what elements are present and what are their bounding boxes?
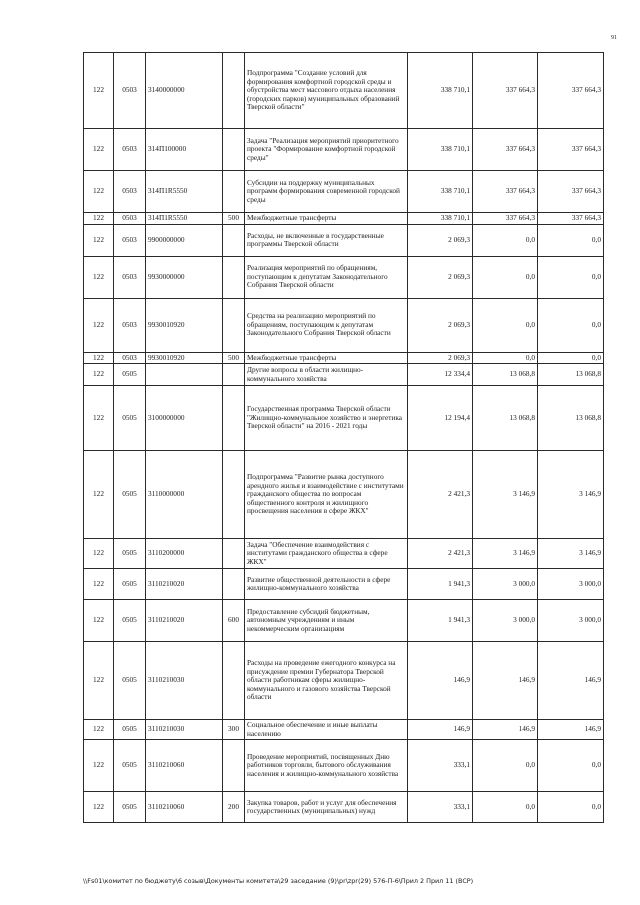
target-article-cell: 3140000000 — [146, 53, 223, 129]
section-code-cell: 0503 — [114, 213, 146, 225]
table-row — [84, 720, 604, 740]
section-code-cell: 0505 — [114, 386, 146, 451]
table-row — [84, 600, 604, 642]
amount-year2-cell: 0,0 — [473, 352, 538, 364]
amount-year1-cell: 2 069,3 — [408, 224, 473, 256]
amount-year2-cell: 337 664,3 — [473, 171, 538, 213]
expense-type-cell — [223, 129, 245, 171]
expense-type-cell: 200 — [223, 792, 245, 823]
amount-year3-cell: 3 000,0 — [538, 569, 604, 600]
target-article-cell: 3110200000 — [146, 539, 223, 569]
expense-type-cell — [223, 642, 245, 720]
amount-year3-cell: 0,0 — [538, 224, 604, 256]
target-article-cell: 314П1R5550 — [146, 171, 223, 213]
description-cell: Задача "Реализация мероприятий приоритетного проекта "Формирование комфортной городской среды" — [245, 129, 408, 171]
section-code-cell: 0505 — [114, 364, 146, 386]
admin-code-cell: 122 — [84, 792, 114, 823]
amount-year3-cell: 13 068,8 — [538, 364, 604, 386]
amount-year2-cell: 3 146,9 — [473, 451, 538, 539]
amount-year2-cell: 13 068,8 — [473, 364, 538, 386]
section-code-cell: 0503 — [114, 298, 146, 352]
expense-type-cell — [223, 386, 245, 451]
amount-year3-cell: 3 000,0 — [538, 600, 604, 642]
amount-year2-cell: 146,9 — [473, 720, 538, 740]
page-number: 91 — [611, 35, 617, 41]
amount-year3-cell: 0,0 — [538, 740, 604, 792]
description-cell: Межбюджетные трансферты — [245, 213, 408, 225]
amount-year2-cell: 0,0 — [473, 224, 538, 256]
budget-table — [83, 52, 604, 823]
admin-code-cell: 122 — [84, 740, 114, 792]
admin-code-cell: 122 — [84, 600, 114, 642]
target-article-cell: 3110210060 — [146, 792, 223, 823]
section-code-cell: 0505 — [114, 600, 146, 642]
table-row — [84, 539, 604, 569]
target-article-cell: 9900000000 — [146, 224, 223, 256]
description-cell: Закупка товаров, работ и услуг для обеспечения государственных (муниципальных) нужд — [245, 792, 408, 823]
amount-year1-cell: 333,1 — [408, 792, 473, 823]
amount-year1-cell: 338 710,1 — [408, 171, 473, 213]
section-code-cell: 0503 — [114, 129, 146, 171]
amount-year1-cell: 146,9 — [408, 642, 473, 720]
amount-year2-cell: 0,0 — [473, 792, 538, 823]
description-cell: Развитие общественной деятельности в сфере жилищно-коммунального хозяйства — [245, 569, 408, 600]
target-article-cell: 314П1R5550 — [146, 213, 223, 225]
amount-year1-cell: 2 069,3 — [408, 352, 473, 364]
admin-code-cell: 122 — [84, 451, 114, 539]
expense-type-cell — [223, 364, 245, 386]
section-code-cell: 0505 — [114, 539, 146, 569]
table-row — [84, 740, 604, 792]
table-row — [84, 569, 604, 600]
amount-year2-cell: 337 664,3 — [473, 129, 538, 171]
section-code-cell: 0505 — [114, 642, 146, 720]
amount-year3-cell: 146,9 — [538, 642, 604, 720]
expense-type-cell — [223, 224, 245, 256]
amount-year3-cell: 0,0 — [538, 352, 604, 364]
expense-type-cell: 600 — [223, 600, 245, 642]
amount-year1-cell: 338 710,1 — [408, 213, 473, 225]
amount-year2-cell: 3 000,0 — [473, 600, 538, 642]
amount-year3-cell: 0,0 — [538, 298, 604, 352]
amount-year3-cell: 3 146,9 — [538, 451, 604, 539]
table-row — [84, 642, 604, 720]
amount-year3-cell: 13 068,8 — [538, 386, 604, 451]
expense-type-cell: 300 — [223, 720, 245, 740]
description-cell: Подпрограмма "Развитие рынка доступного арендного жилья и взаимодействие с институтами гражданского общества по вопросам общественного контроля и жилищного просвещения населения в сфере ЖКХ" — [245, 451, 408, 539]
description-cell: Субсидии на поддержку муниципальных программ формирования современной городской среды — [245, 171, 408, 213]
admin-code-cell: 122 — [84, 642, 114, 720]
amount-year2-cell: 146,9 — [473, 642, 538, 720]
section-code-cell: 0505 — [114, 451, 146, 539]
admin-code-cell: 122 — [84, 53, 114, 129]
footer-file-path: \\Fs01\комитет по бюджету\6 созыв\Документы комитета\29 заседание (9)\pr\zpr(29) 576-П-6\Прил 2 Прил 11 (ВСР) — [83, 877, 474, 885]
amount-year2-cell: 337 664,3 — [473, 213, 538, 225]
amount-year1-cell: 2 421,3 — [408, 451, 473, 539]
amount-year2-cell: 0,0 — [473, 256, 538, 298]
target-article-cell: 3100000000 — [146, 386, 223, 451]
admin-code-cell: 122 — [84, 213, 114, 225]
amount-year3-cell: 0,0 — [538, 256, 604, 298]
description-cell: Социальное обеспечение и иные выплаты населению — [245, 720, 408, 740]
amount-year2-cell: 3 000,0 — [473, 569, 538, 600]
target-article-cell: 9930010920 — [146, 352, 223, 364]
table-row — [84, 256, 604, 298]
expense-type-cell — [223, 53, 245, 129]
target-article-cell: 314П100000 — [146, 129, 223, 171]
table-row — [84, 386, 604, 451]
amount-year1-cell: 146,9 — [408, 720, 473, 740]
expense-type-cell — [223, 569, 245, 600]
description-cell: Проведение мероприятий, посвященных Дню работников торговли, бытового обслуживания населения и жилищно-коммунального хозяйства — [245, 740, 408, 792]
amount-year1-cell: 1 941,3 — [408, 569, 473, 600]
table-row — [84, 352, 604, 364]
expense-type-cell — [223, 171, 245, 213]
description-cell: Другие вопросы в области жилищно-коммунального хозяйства — [245, 364, 408, 386]
amount-year2-cell: 0,0 — [473, 298, 538, 352]
amount-year2-cell: 13 068,8 — [473, 386, 538, 451]
amount-year3-cell: 337 664,3 — [538, 129, 604, 171]
amount-year1-cell: 12 194,4 — [408, 386, 473, 451]
admin-code-cell: 122 — [84, 720, 114, 740]
section-code-cell: 0503 — [114, 256, 146, 298]
amount-year3-cell: 0,0 — [538, 792, 604, 823]
table-row — [84, 451, 604, 539]
amount-year1-cell: 2 421,3 — [408, 539, 473, 569]
target-article-cell: 9930000000 — [146, 256, 223, 298]
section-code-cell: 0503 — [114, 224, 146, 256]
admin-code-cell: 122 — [84, 386, 114, 451]
admin-code-cell: 122 — [84, 224, 114, 256]
description-cell: Межбюджетные трансферты — [245, 352, 408, 364]
amount-year1-cell: 338 710,1 — [408, 53, 473, 129]
expense-type-cell — [223, 740, 245, 792]
section-code-cell: 0503 — [114, 171, 146, 213]
target-article-cell: 9930010920 — [146, 298, 223, 352]
admin-code-cell: 122 — [84, 256, 114, 298]
description-cell: Подпрограмма "Создание условий для формирования комфортной городской среды и обустройства мест массового отдыха населения (городских парков) муниципальных образований Тверской области" — [245, 53, 408, 129]
expense-type-cell: 500 — [223, 213, 245, 225]
admin-code-cell: 122 — [84, 569, 114, 600]
description-cell: Задача "Обеспечение взаимодействия с институтами гражданского общества в сфере ЖКХ" — [245, 539, 408, 569]
table-row — [84, 298, 604, 352]
target-article-cell — [146, 364, 223, 386]
description-cell: Расходы на проведение ежегодного конкурса на присуждение премии Губернатора Тверской области работникам сферы жилищно-коммунального и газового хозяйства Тверской области — [245, 642, 408, 720]
budget-table-body — [84, 53, 604, 823]
admin-code-cell: 122 — [84, 364, 114, 386]
description-cell: Расходы, не включенные в государственные программы Тверской области — [245, 224, 408, 256]
table-row — [84, 224, 604, 256]
table-row — [84, 213, 604, 225]
admin-code-cell: 122 — [84, 539, 114, 569]
section-code-cell: 0505 — [114, 792, 146, 823]
table-row — [84, 171, 604, 213]
table-row — [84, 792, 604, 823]
target-article-cell: 3110210030 — [146, 720, 223, 740]
table-row — [84, 364, 604, 386]
target-article-cell: 3110210020 — [146, 600, 223, 642]
amount-year2-cell: 0,0 — [473, 740, 538, 792]
target-article-cell: 3110000000 — [146, 451, 223, 539]
expense-type-cell — [223, 298, 245, 352]
description-cell: Предоставление субсидий бюджетным, автономным учреждениям и иным некоммерческим организациям — [245, 600, 408, 642]
table-row — [84, 129, 604, 171]
expense-type-cell — [223, 539, 245, 569]
amount-year1-cell: 338 710,1 — [408, 129, 473, 171]
description-cell: Средства на реализацию мероприятий по обращениям, поступающим к депутатам Законодательного Собрания Тверской области — [245, 298, 408, 352]
admin-code-cell: 122 — [84, 352, 114, 364]
target-article-cell: 3110210030 — [146, 642, 223, 720]
expense-type-cell — [223, 451, 245, 539]
description-cell: Реализация мероприятий по обращениям, поступающим к депутатам Законодательного Собрания Тверской области — [245, 256, 408, 298]
amount-year3-cell: 337 664,3 — [538, 171, 604, 213]
section-code-cell: 0503 — [114, 53, 146, 129]
expense-type-cell — [223, 256, 245, 298]
section-code-cell: 0503 — [114, 352, 146, 364]
section-code-cell: 0505 — [114, 720, 146, 740]
amount-year2-cell: 337 664,3 — [473, 53, 538, 129]
expense-type-cell: 500 — [223, 352, 245, 364]
amount-year1-cell: 2 069,3 — [408, 298, 473, 352]
amount-year2-cell: 3 146,9 — [473, 539, 538, 569]
section-code-cell: 0505 — [114, 569, 146, 600]
section-code-cell: 0505 — [114, 740, 146, 792]
amount-year3-cell: 3 146,9 — [538, 539, 604, 569]
target-article-cell: 3110210060 — [146, 740, 223, 792]
target-article-cell: 3110210020 — [146, 569, 223, 600]
amount-year3-cell: 337 664,3 — [538, 213, 604, 225]
amount-year3-cell: 337 664,3 — [538, 53, 604, 129]
table-row — [84, 53, 604, 129]
admin-code-cell: 122 — [84, 171, 114, 213]
description-cell: Государственная программа Тверской области "Жилищно-коммунальное хозяйство и энергетика Тверской области" на 2016 - 2021 годы — [245, 386, 408, 451]
amount-year1-cell: 12 334,4 — [408, 364, 473, 386]
amount-year3-cell: 146,9 — [538, 720, 604, 740]
amount-year1-cell: 333,1 — [408, 740, 473, 792]
admin-code-cell: 122 — [84, 298, 114, 352]
amount-year1-cell: 1 941,3 — [408, 600, 473, 642]
amount-year1-cell: 2 069,3 — [408, 256, 473, 298]
admin-code-cell: 122 — [84, 129, 114, 171]
